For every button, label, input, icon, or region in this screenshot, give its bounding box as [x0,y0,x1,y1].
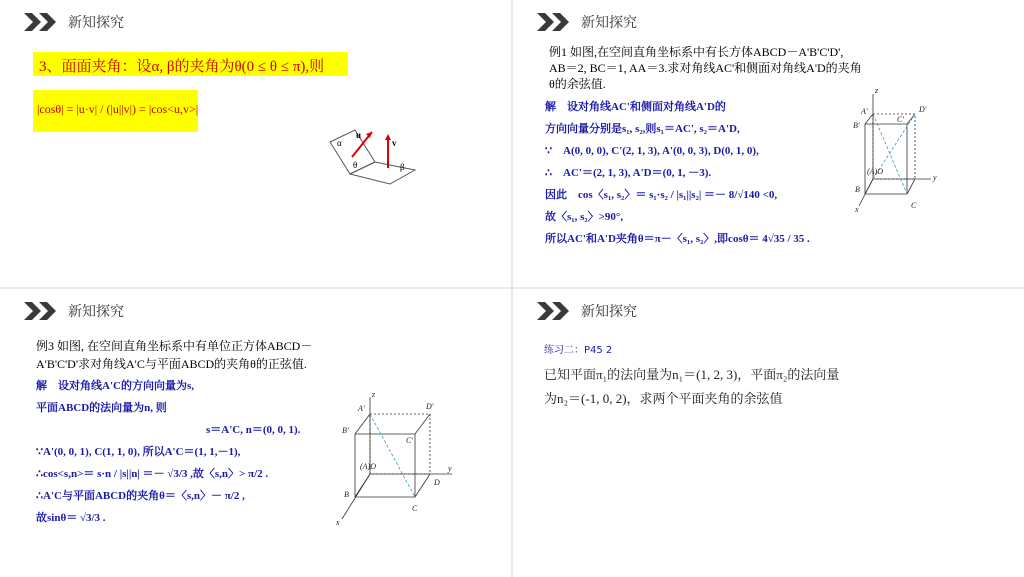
header-title: 新知探究 [68,15,124,31]
panel-1[interactable] [0,0,511,287]
example-line: 例1 如图,在空间直角坐标系中有长方体ABCD－A'B'C'D', [549,45,844,59]
solution-line: s＝A'C, n＝(0, 0, 1). [206,424,301,436]
example-text [549,44,862,92]
svg-text:A': A' [861,107,868,116]
svg-text:D': D' [426,402,434,411]
solution-text [36,375,300,529]
svg-text:A': A' [358,404,365,413]
double-chevron-icon [537,302,571,320]
svg-text:θ: θ [353,160,358,170]
svg-text:(A)O: (A)O [867,167,883,176]
svg-text:β: β [400,162,405,172]
header-title: 新知探究 [581,304,637,320]
svg-text:z: z [372,390,376,399]
svg-text:u: u [356,130,362,140]
panel-header [24,299,124,323]
example-line: A'B'C'D'求对角线A'C与平面ABCD的夹角θ的正弦值. [36,357,307,371]
svg-text:z: z [875,86,879,95]
solution-line: 解 设对角线A'C的方向向量为s, [36,380,194,392]
svg-text:C: C [412,504,418,513]
header-title: 新知探究 [68,304,124,320]
svg-text:B': B' [342,426,349,435]
planes-diagram [320,122,420,192]
solution-line: 故sinθ＝ √3/3 . [36,512,106,524]
svg-text:B': B' [853,121,860,130]
example-line: 例3 如图, 在空间直角坐标系中有单位正方体ABCD－ [36,339,313,353]
header-title: 新知探究 [581,15,637,31]
solution-line: ∴cos<s,n>＝ s·n / |s||n| ＝－ √3/3 ,故〈s,n〉> π/2 . [36,468,269,480]
example-text [36,337,312,373]
exercise-text [544,363,839,411]
solution-text [545,96,810,250]
solution-line: 故〈s₁, s₂〉>90°, [545,211,624,223]
cos-formula: |cosθ| = |u·v| / (|u||v|) = |cos<u,v>| [33,90,198,132]
svg-text:D: D [434,478,440,487]
double-chevron-icon [537,13,571,31]
solution-line: 平面ABCD的法向量为n, 则 [36,402,167,414]
panel-header [537,299,637,323]
solution-line: ∴A'C与平面ABCD的夹角θ＝〈s,n〉－ π/2 , [36,490,245,502]
solution-line: 因此 cos〈s₁, s₂〉＝ s₁·s₂ / |s₁||s₂| ＝－ 8/√140 <0, [545,189,778,201]
solution-line: ∵A'(0, 0, 1), C(1, 1, 0), 所以A'C＝(1, 1,－1), [36,446,241,458]
exercise-label: 练习二：P45 2 [544,345,613,356]
box-diagram [853,84,943,214]
svg-text:C': C' [406,436,414,445]
svg-text:α: α [337,138,342,148]
exercise-line: 已知平面π₁的法向量为n₁＝(1, 2, 3)，平面π₂的法向量 [544,367,840,382]
cube-diagram [330,389,460,527]
panel-2[interactable] [513,0,1024,287]
svg-text:C: C [911,201,917,210]
example-line: θ的余弦值. [549,77,606,91]
solution-line: ∵ A(0, 0, 0), C'(2, 1, 3), A'(0, 0, 3), D(0, 1, 0), [545,145,759,157]
svg-text:B: B [344,490,349,499]
solution-line: 方向向量分别是s₁, s₂,则s₁＝AC', s₂＝A'D, [545,123,740,135]
svg-text:y: y [448,464,452,473]
example-line: AB＝2, BC＝1, AA＝3.求对角线AC'和侧面对角线A'D的夹角 [549,61,862,75]
svg-text:y: y [933,173,937,182]
svg-text:B: B [855,185,860,194]
solution-line: 解 设对角线AC'和侧面对角线A'D的 [545,101,726,113]
svg-text:v: v [392,138,397,148]
solution-line: ∴ AC'＝(2, 1, 3), A'D＝(0, 1, －3). [545,167,712,179]
panel-3[interactable] [0,289,511,577]
panel-header [537,10,637,34]
panel-4[interactable] [513,289,1024,577]
double-chevron-icon [24,302,58,320]
svg-text:C': C' [897,115,905,124]
svg-text:x: x [336,518,340,527]
panel-header [24,10,124,34]
formula-line: 3、面面夹角：设α, β的夹角为θ(0 ≤ θ ≤ π),则 [33,52,348,76]
svg-text:(A)O: (A)O [360,462,376,471]
exercise-line: 为n₂＝(-1, 0, 2)，求两个平面夹角的余弦值 [544,391,783,406]
svg-text:x: x [855,205,859,214]
svg-text:D': D' [919,105,927,114]
solution-line: 所以AC'和A'D夹角θ＝π－〈s₁, s₂〉,即cosθ＝ 4√35 / 35 . [545,233,810,245]
double-chevron-icon [24,13,58,31]
